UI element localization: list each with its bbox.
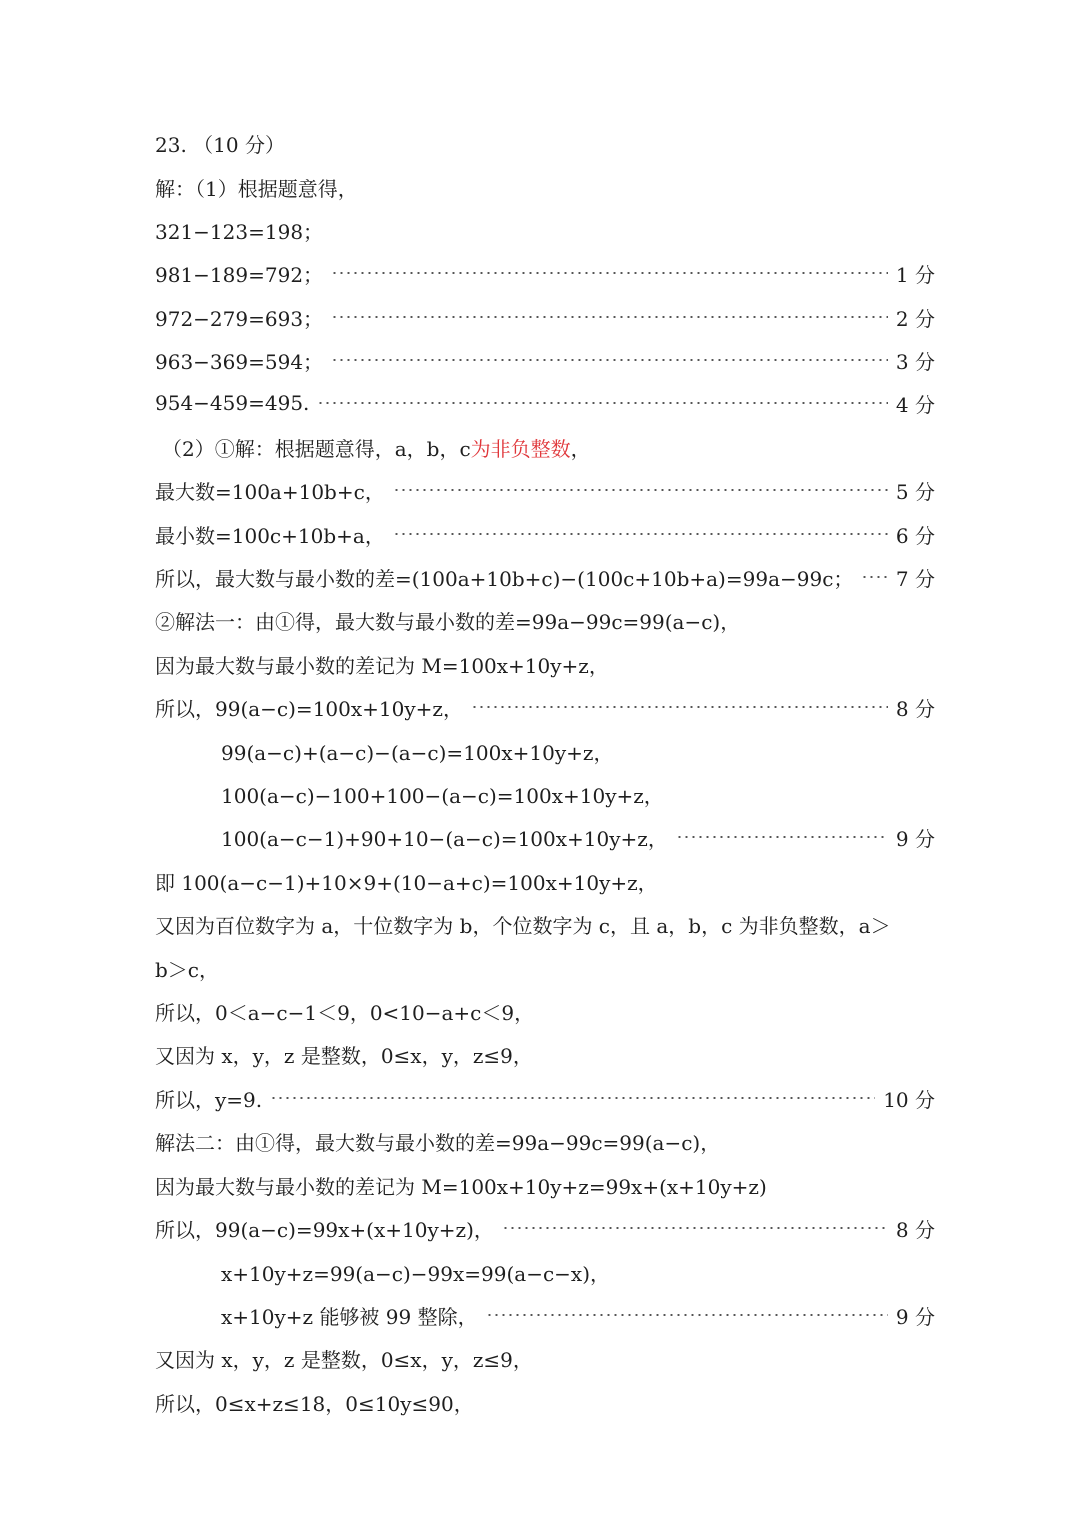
line-text: 所以，0＜a−c−1＜9，0<10−a+c＜9， <box>155 1000 535 1025</box>
solution-line <box>155 864 935 898</box>
solution-line <box>155 994 935 1028</box>
line-text: 因为最大数与最小数的差记为 M=100x+10y+z， <box>155 653 609 678</box>
solution-line <box>162 430 935 464</box>
line-text: 即 100(a−c−1)+10×9+(10−a+c)=100x+10y+z， <box>155 870 658 895</box>
dot-leader <box>393 533 888 535</box>
dot-leader <box>331 359 888 361</box>
line-text: 981−189=792； <box>155 262 324 287</box>
score-marker: 9 分 <box>895 1304 935 1329</box>
line-text: 最大数=100a+10b+c， <box>155 479 385 504</box>
line-text: ②解法一：由①得，最大数与最小数的差=99a−99c=99(a−c)， <box>155 609 741 634</box>
solution-line <box>155 951 935 985</box>
solution-line <box>221 1298 935 1332</box>
solution-line <box>221 1255 935 1289</box>
score-marker: 8 分 <box>895 696 935 721</box>
line-text: 解：（1）根据题意得， <box>155 176 358 201</box>
dot-leader <box>393 489 888 491</box>
line-text: 321−123=198； <box>155 219 324 244</box>
line-text: 所以，y=9. <box>155 1087 263 1112</box>
line-text: 又因为 x，y，z 是整数，0≤x，y，z≤9， <box>155 1043 533 1068</box>
line-text: 100(a−c−1)+90+10−(a−c)=100x+10y+z， <box>221 826 668 851</box>
score-marker: 9 分 <box>895 826 935 851</box>
solution-line <box>155 560 935 594</box>
solution-line <box>221 777 935 811</box>
line-text: 23. （10 分） <box>155 132 285 157</box>
highlighted-text: 为非负整数 <box>470 436 571 461</box>
solution-line <box>155 690 935 724</box>
line-text: 所以，最大数与最小数的差=(100a+10b+c)−(100c+10b+a)=99a−99c； <box>155 566 854 591</box>
score-marker: 2 分 <box>895 306 935 331</box>
score-marker: 10 分 <box>883 1087 935 1112</box>
solution-line <box>221 734 935 768</box>
solution-line <box>155 1341 935 1375</box>
solution-line <box>155 256 935 290</box>
line-text: 解法二：由①得，最大数与最小数的差=99a−99c=99(a−c)， <box>155 1130 721 1155</box>
score-marker: 4 分 <box>895 392 935 417</box>
line-text: x+10y+z=99(a−c)−99x=99(a−c−x)， <box>221 1261 610 1286</box>
solution-line <box>155 343 935 377</box>
dot-leader <box>676 836 888 838</box>
dot-leader <box>486 1314 888 1316</box>
solution-line <box>155 386 935 420</box>
line-text: 963−369=594； <box>155 349 324 374</box>
score-marker: 1 分 <box>895 262 935 287</box>
solution-line <box>155 647 935 681</box>
solution-line <box>155 1385 935 1419</box>
solution-line <box>155 473 935 507</box>
line-text: x+10y+z 能够被 99 整除， <box>221 1304 478 1329</box>
line-text: 又因为百位数字为 a，十位数字为 b，个位数字为 c，且 a，b，c 为非负整数，a＞ <box>155 913 891 938</box>
dot-leader <box>471 706 888 708</box>
solution-line <box>155 1037 935 1071</box>
dot-leader <box>331 272 888 274</box>
score-marker: 8 分 <box>895 1217 935 1242</box>
line-text: 所以，99(a−c)=99x+(x+10y+z)， <box>155 1217 494 1242</box>
score-marker: 3 分 <box>895 349 935 374</box>
problem-header <box>155 126 935 160</box>
line-text: 因为最大数与最小数的差记为 M=100x+10y+z=99x+(x+10y+z) <box>155 1174 767 1199</box>
solution-line <box>155 1211 935 1245</box>
line-text: b＞c， <box>155 957 220 982</box>
dot-leader <box>502 1227 888 1229</box>
line-text: 最小数=100c+10b+a， <box>155 523 385 548</box>
score-marker: 6 分 <box>895 523 935 548</box>
solution-line <box>221 820 935 854</box>
line-text: 所以，99(a−c)=100x+10y+z， <box>155 696 463 721</box>
solution-line <box>155 907 935 941</box>
line-text: （2）①解：根据题意得，a，b，c <box>162 436 471 461</box>
line-text: 99(a−c)+(a−c)−(a−c)=100x+10y+z， <box>221 740 614 765</box>
solution-line <box>155 170 935 204</box>
dot-leader <box>270 1097 875 1099</box>
solution-line <box>155 300 935 334</box>
solution-line <box>155 1168 935 1202</box>
line-text: 954−459=495. <box>155 391 310 415</box>
solution-line <box>155 213 935 247</box>
dot-leader <box>317 402 888 404</box>
solution-line <box>155 517 935 551</box>
solution-line <box>155 1081 935 1115</box>
line-text: 972−279=693； <box>155 306 324 331</box>
solution-line <box>155 603 935 637</box>
score-marker: 7 分 <box>895 566 935 591</box>
line-text-tail: ， <box>570 436 591 461</box>
solution-line <box>155 1124 935 1158</box>
line-text: 所以，0≤x+z≤18，0≤10y≤90， <box>155 1391 474 1416</box>
line-text: 100(a−c)−100+100−(a−c)=100x+10y+z， <box>221 783 664 808</box>
line-text: 又因为 x，y，z 是整数，0≤x，y，z≤9， <box>155 1347 533 1372</box>
dot-leader <box>331 316 888 318</box>
score-marker: 5 分 <box>895 479 935 504</box>
dot-leader <box>861 576 888 578</box>
